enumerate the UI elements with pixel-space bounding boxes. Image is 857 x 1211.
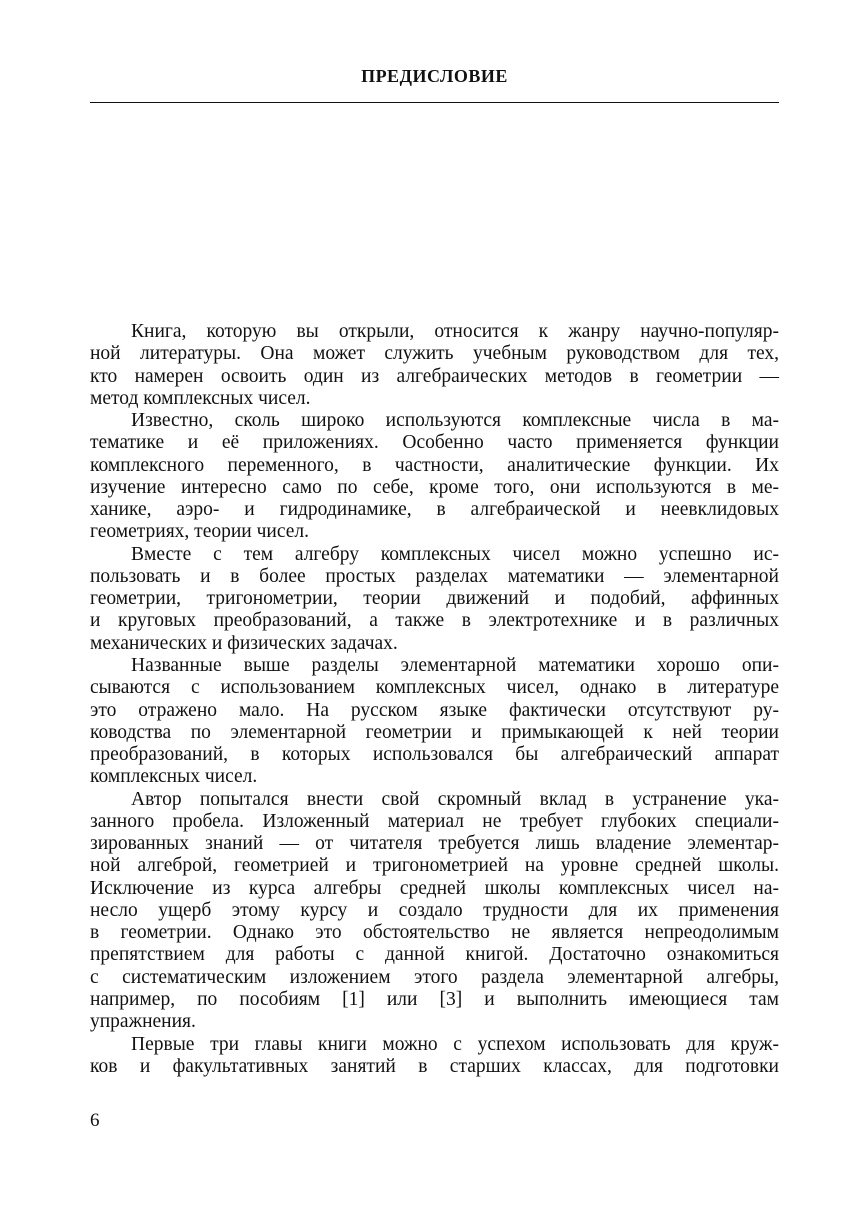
text-line: ханике, аэро- и гидродинамике, в алгебраической и неевклидовых bbox=[90, 499, 779, 521]
text-line: геометриях, теории чисел. bbox=[90, 521, 310, 543]
text-line: упражнения. bbox=[90, 1011, 196, 1033]
text-line: комплексных чисел. bbox=[90, 766, 258, 788]
paragraph bbox=[90, 321, 779, 410]
text-line: преобразований, в которых использовался бы алгебраический аппарат bbox=[90, 744, 779, 766]
text-line: Известно, сколь широко используются комплексные числа в ма- bbox=[131, 410, 779, 432]
text-line: несло ущерб этому курсу и создало трудности для их применения bbox=[90, 899, 779, 921]
text-line: кто намерен освоить один из алгебраических методов в геометрии — bbox=[90, 365, 779, 387]
text-line: препятствием для работы с данной книгой. Достаточно ознакомиться bbox=[90, 944, 779, 966]
paragraph bbox=[90, 1034, 779, 1079]
paragraph bbox=[90, 544, 779, 655]
text-line: Автор попытался внести свой скромный вклад в устранение ука- bbox=[131, 788, 779, 810]
text-line: Названные выше разделы элементарной математики хорошо опи- bbox=[131, 654, 779, 676]
text-line: Книга, которую вы открыли, относится к жанру научно-популяр- bbox=[131, 321, 779, 342]
text-line: пользовать и в более простых разделах математики — элементарной bbox=[90, 565, 779, 587]
paragraph bbox=[90, 655, 779, 789]
text-line: это отражено мало. На русском языке фактически отсутствуют ру- bbox=[90, 699, 779, 721]
text-line: ной алгеброй, геометрией и тригонометрией на уровне средней школы. bbox=[90, 855, 779, 877]
text-line: тематике и её приложениях. Особенно часто применяется функции bbox=[90, 432, 779, 454]
text-line: Первые три главы книги можно с успехом использовать для круж- bbox=[131, 1033, 779, 1055]
text-line: метод комплексных чисел. bbox=[90, 387, 311, 409]
text-line: геометрии, тригонометрии, теории движений и подобий, аффинных bbox=[90, 588, 779, 610]
page-number: 6 bbox=[90, 1110, 100, 1131]
header-rule bbox=[90, 102, 779, 103]
text-line: изучение интересно само по себе, кроме того, они используются в ме- bbox=[90, 476, 779, 498]
text-line: Вместе с тем алгебру комплексных чисел можно успешно ис- bbox=[131, 543, 779, 565]
text-line: комплексного переменного, в частности, аналитические функции. Их bbox=[90, 454, 779, 476]
text-line: сываются с использованием комплексных чисел, однако в литературе bbox=[90, 677, 779, 699]
text-line: в геометрии. Однако это обстоятельство не является непреодолимым bbox=[90, 922, 779, 944]
text-line: и круговых преобразований, а также в электротехнике и в различных bbox=[90, 610, 779, 632]
text-line: занного пробела. Изложенный материал не требует глубоких специали- bbox=[90, 810, 779, 832]
body-text bbox=[90, 321, 779, 1078]
paragraph bbox=[90, 410, 779, 544]
text-line: механических и физических задачах. bbox=[90, 632, 398, 654]
text-line: например, по пособиям [1] или [3] и выполнить имеющиеся там bbox=[90, 988, 779, 1010]
text-line: Исключение из курса алгебры средней школы комплексных чисел на- bbox=[90, 877, 779, 899]
text-line: с систематическим изложением этого раздела элементарной алгебры, bbox=[90, 966, 779, 988]
text-line: зированных знаний — от читателя требуется лишь владение элементар- bbox=[90, 833, 779, 855]
text-line: ной литературы. Она может служить учебным руководством для тех, bbox=[90, 343, 779, 365]
page-title: ПРЕДИСЛОВИЕ bbox=[361, 66, 508, 86]
text-line: ков и факультативных занятий в старших классах, для подготовки bbox=[90, 1055, 779, 1077]
text-line: ководства по элементарной геометрии и примыкающей к ней теории bbox=[90, 721, 779, 743]
paragraph bbox=[90, 789, 779, 1034]
